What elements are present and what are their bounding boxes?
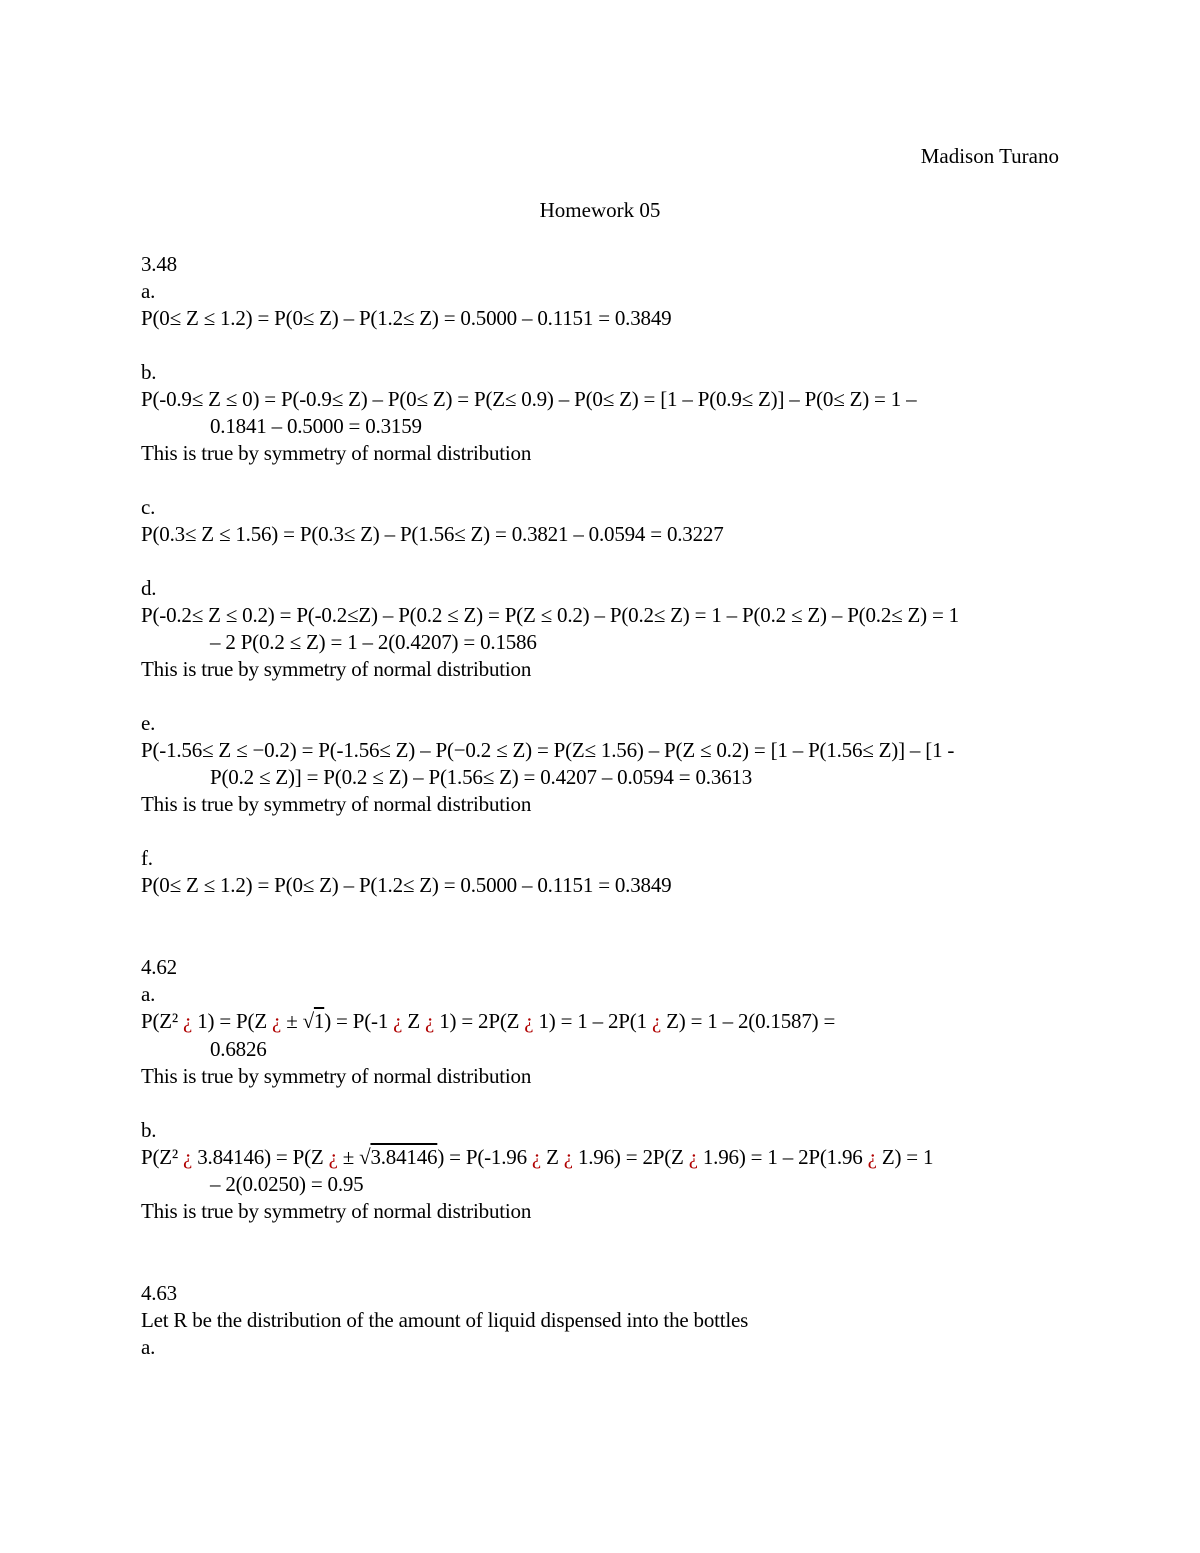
unknown-glyph: ¿ — [563, 1145, 573, 1169]
equation-line: P(Z² ¿ 3.84146) = P(Z ¿ ± √3.84146) = P(-1.96 ¿ Z ¿ 1.96) = 2P(Z ¿ 1.96) = 1 – 2P(1.96 ¿ Z) = 1 — [141, 1145, 934, 1169]
equation-continuation: 0.6826 — [210, 1037, 267, 1061]
note-text: This is true by symmetry of normal distribution — [141, 1199, 532, 1223]
equation-continuation: – 2 P(0.2 ≤ Z) = 1 – 2(0.4207) = 0.1586 — [210, 630, 537, 654]
equation-line: P(-0.2≤ Z ≤ 0.2) = P(-0.2≤Z) – P(0.2 ≤ Z) = P(Z ≤ 0.2) – P(0.2≤ Z) = 1 – P(0.2 ≤ Z) – P(0.2≤ Z) = 1 — [141, 603, 959, 627]
note-text: This is true by symmetry of normal distribution — [141, 657, 532, 681]
radicand: 1 — [313, 1009, 325, 1033]
part-label: d. — [141, 576, 157, 600]
problem-number: 4.62 — [141, 955, 177, 979]
unknown-glyph: ¿ — [183, 1145, 193, 1169]
part-label: a. — [141, 279, 156, 303]
note-text: This is true by symmetry of normal distribution — [141, 1064, 532, 1088]
document-title: Homework 05 — [539, 198, 661, 222]
equation-line: P(0≤ Z ≤ 1.2) = P(0≤ Z) – P(1.2≤ Z) = 0.5000 – 0.1151 = 0.3849 — [141, 873, 672, 897]
problem-intro: Let R be the distribution of the amount of liquid dispensed into the bottles — [141, 1308, 749, 1332]
part-label: b. — [141, 360, 157, 384]
unknown-glyph: ¿ — [524, 1009, 534, 1033]
part-label: e. — [141, 711, 156, 735]
unknown-glyph: ¿ — [328, 1145, 338, 1169]
unknown-glyph: ¿ — [272, 1009, 282, 1033]
equation-line: P(Z² ¿ 1) = P(Z ¿ ± √1) = P(-1 ¿ Z ¿ 1) = 2P(Z ¿ 1) = 1 – 2P(1 ¿ Z) = 1 – 2(0.1587) = — [141, 1009, 836, 1033]
unknown-glyph: ¿ — [651, 1009, 662, 1033]
equation-line: P(0.3≤ Z ≤ 1.56) = P(0.3≤ Z) – P(1.56≤ Z) = 0.3821 – 0.0594 = 0.3227 — [141, 522, 724, 546]
part-label: b. — [141, 1118, 157, 1142]
unknown-glyph: ¿ — [393, 1009, 403, 1033]
part-label: a. — [141, 1335, 156, 1359]
part-label: c. — [141, 495, 156, 519]
note-text: This is true by symmetry of normal distribution — [141, 441, 532, 465]
equation-line: P(-0.9≤ Z ≤ 0) = P(-0.9≤ Z) – P(0≤ Z) = P(Z≤ 0.9) – P(0≤ Z) = [1 – P(0.9≤ Z)] – P(0≤ Z) = 1 – — [141, 387, 917, 411]
author-name: Madison Turano — [920, 144, 1059, 168]
part-label: a. — [141, 982, 156, 1006]
problem-number: 3.48 — [141, 252, 177, 276]
note-text: This is true by symmetry of normal distribution — [141, 792, 532, 816]
radicand: 3.84146 — [370, 1145, 438, 1169]
equation-continuation: – 2(0.0250) = 0.95 — [210, 1172, 364, 1196]
equation-line: P(-1.56≤ Z ≤ −0.2) = P(-1.56≤ Z) – P(−0.2 ≤ Z) = P(Z≤ 1.56) – P(Z ≤ 0.2) = [1 – P(1.56≤ Z)] – [1 - — [141, 738, 955, 762]
problem-number: 4.63 — [141, 1281, 177, 1305]
unknown-glyph: ¿ — [688, 1145, 698, 1169]
equation-continuation: P(0.2 ≤ Z)] = P(0.2 ≤ Z) – P(1.56≤ Z) = 0.4207 – 0.0594 = 0.3613 — [210, 765, 753, 789]
unknown-glyph: ¿ — [867, 1145, 877, 1169]
equation-continuation: 0.1841 – 0.5000 = 0.3159 — [210, 414, 422, 438]
unknown-glyph: ¿ — [183, 1009, 193, 1033]
equation-line: P(0≤ Z ≤ 1.2) = P(0≤ Z) – P(1.2≤ Z) = 0.5000 – 0.1151 = 0.3849 — [141, 306, 672, 330]
part-label: f. — [141, 846, 153, 870]
unknown-glyph: ¿ — [531, 1145, 542, 1169]
unknown-glyph: ¿ — [425, 1009, 435, 1033]
